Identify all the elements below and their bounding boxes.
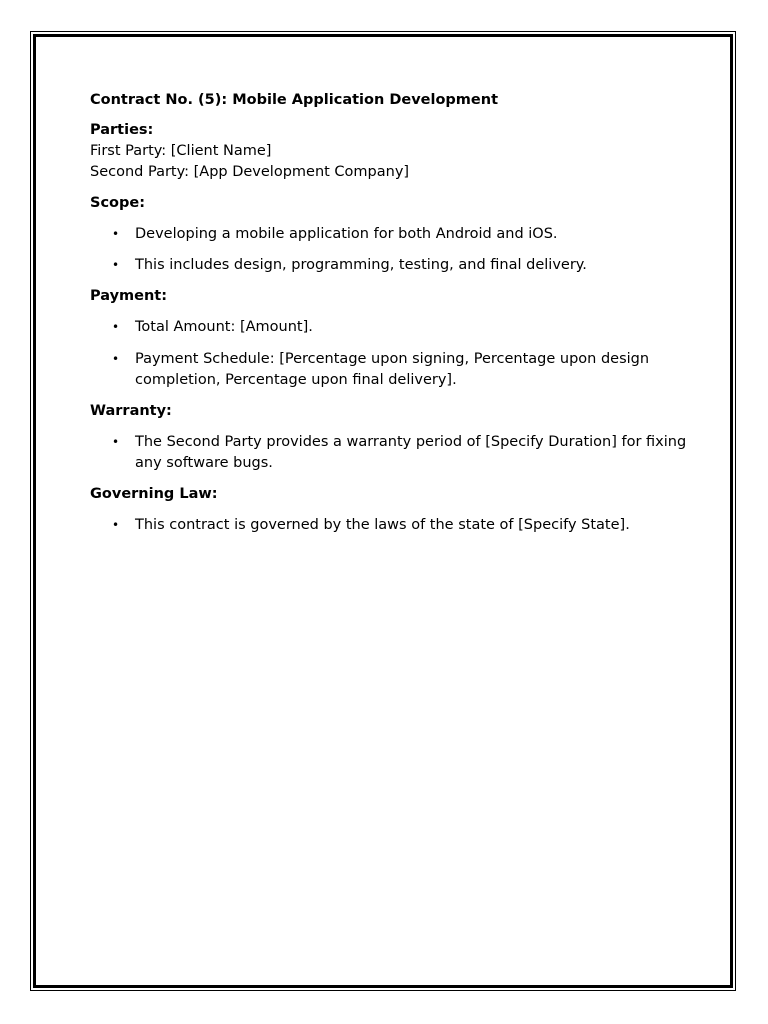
list-item <box>90 515 690 536</box>
bullet-icon: • <box>112 518 120 532</box>
list-item <box>90 255 690 276</box>
contract-title: Contract No. (5): Mobile Application Development <box>90 92 499 108</box>
scope-list <box>90 224 690 276</box>
list-item <box>90 432 690 474</box>
second-party-line: Second Party: [App Development Company] <box>90 164 410 180</box>
scope-item-text: This includes design, programming, testing, and final delivery. <box>135 257 587 273</box>
list-item <box>90 349 690 391</box>
list-item <box>90 317 690 338</box>
payment-item-text: Payment Schedule: [Percentage upon signing, Percentage upon design completion, Percentage upon final delivery]. <box>135 351 650 388</box>
governing-law-list <box>90 515 690 536</box>
scope-item-text: Developing a mobile application for both Android and iOS. <box>135 226 558 242</box>
payment-list <box>90 317 690 391</box>
payment-item-text: Total Amount: [Amount]. <box>135 319 313 335</box>
bullet-icon: • <box>112 258 120 272</box>
list-item <box>90 224 690 245</box>
contract-body <box>90 90 690 536</box>
payment-heading: Payment: <box>90 288 168 304</box>
warranty-list <box>90 432 690 474</box>
parties-heading: Parties: <box>90 122 154 138</box>
bullet-icon: • <box>112 435 120 449</box>
scope-heading: Scope: <box>90 195 146 211</box>
governing-law-heading: Governing Law: <box>90 486 218 502</box>
warranty-item-text: The Second Party provides a warranty period of [Specify Duration] for fixing any software bugs. <box>135 434 687 471</box>
governing-law-item-text: This contract is governed by the laws of the state of [Specify State]. <box>135 517 630 533</box>
bullet-icon: • <box>112 320 120 334</box>
warranty-heading: Warranty: <box>90 403 172 419</box>
first-party-line: First Party: [Client Name] <box>90 143 272 159</box>
bullet-icon: • <box>112 352 120 366</box>
bullet-icon: • <box>112 227 120 241</box>
